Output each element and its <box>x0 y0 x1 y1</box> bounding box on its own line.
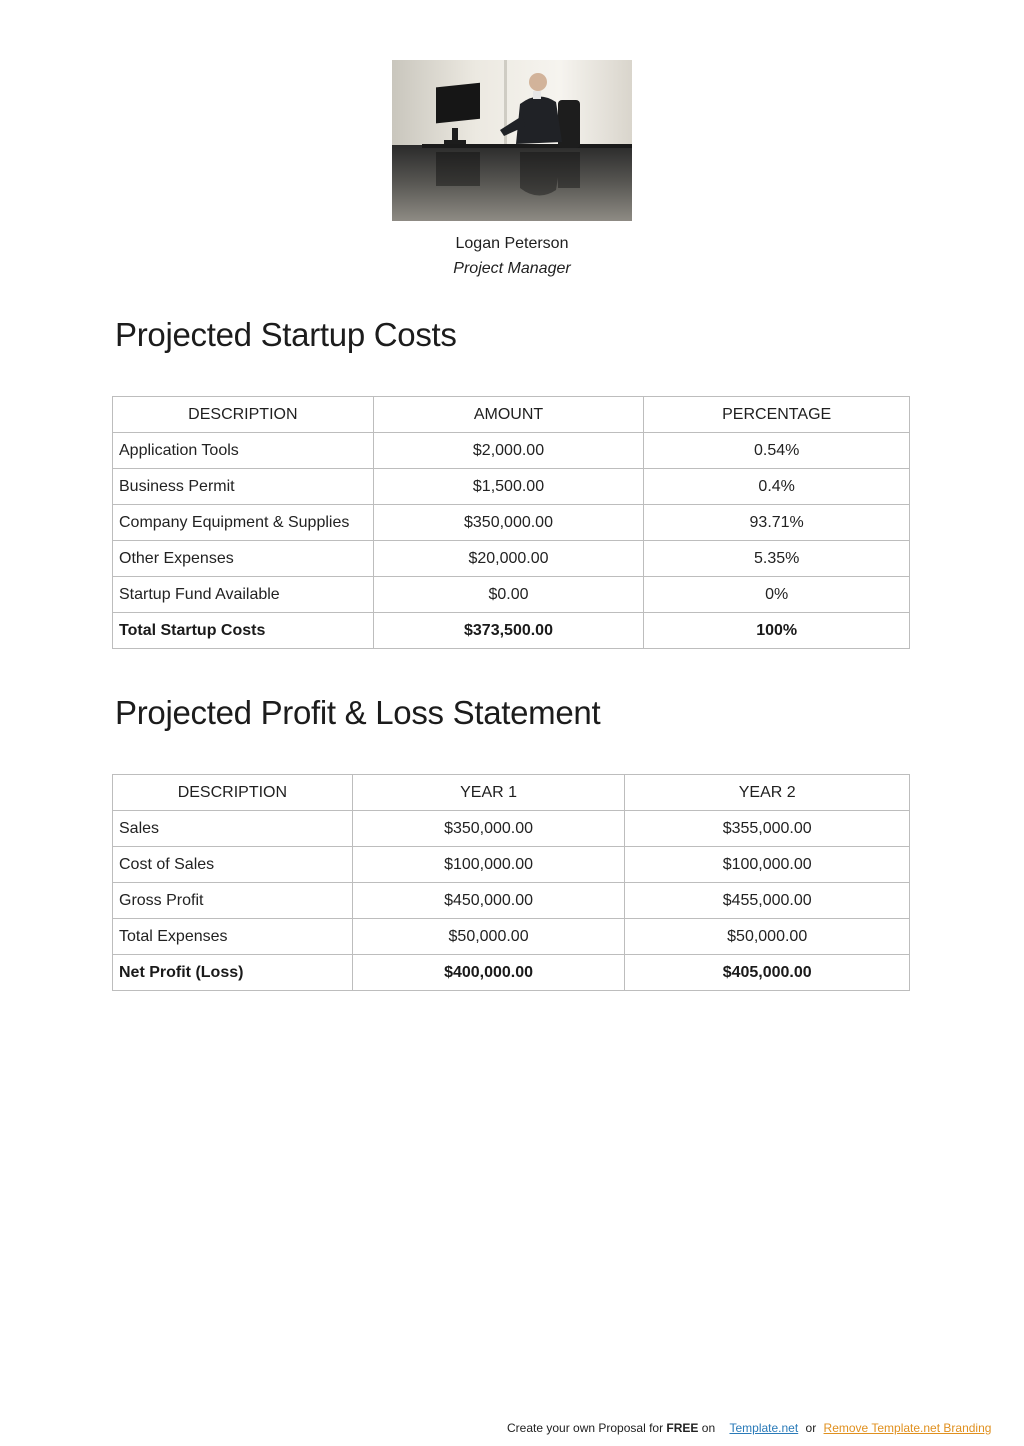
cell-amount: $20,000.00 <box>373 541 644 577</box>
cell-year-1: $400,000.00 <box>352 955 625 991</box>
cell-description: Total Startup Costs <box>113 613 374 649</box>
table-total-row <box>113 613 910 649</box>
table-row <box>113 883 910 919</box>
cell-year-2: $100,000.00 <box>625 847 910 883</box>
table-row <box>113 577 910 613</box>
remove-branding-link[interactable]: Remove Template.net Branding <box>823 1421 992 1435</box>
person-at-desk-photo <box>392 60 632 221</box>
cell-percentage: 100% <box>644 613 910 649</box>
table-row <box>113 919 910 955</box>
person-role: Project Manager <box>453 260 571 277</box>
cell-year-2: $355,000.00 <box>625 811 910 847</box>
footer-prefix-text: Create your own Proposal for <box>507 1421 667 1435</box>
table-header-row <box>113 775 910 811</box>
table-row <box>113 433 910 469</box>
footer-or-text: or <box>805 1421 817 1435</box>
cell-year-1: $100,000.00 <box>352 847 625 883</box>
template-net-link[interactable]: Template.net <box>729 1421 799 1435</box>
profit-loss-table <box>112 774 910 991</box>
cell-percentage: 0.4% <box>644 469 910 505</box>
column-header: PERCENTAGE <box>644 397 910 433</box>
cell-percentage: 0% <box>644 577 910 613</box>
table-row <box>113 811 910 847</box>
cell-year-2: $405,000.00 <box>625 955 910 991</box>
cell-percentage: 0.54% <box>644 433 910 469</box>
cell-description: Other Expenses <box>113 541 374 577</box>
startup-costs-title: Projected Startup Costs <box>115 316 457 353</box>
footer-branding <box>507 1420 991 1436</box>
table-header-row <box>113 397 910 433</box>
startup-costs-table <box>112 396 910 649</box>
cell-description: Sales <box>113 811 353 847</box>
cell-description: Gross Profit <box>113 883 353 919</box>
table-total-row <box>113 955 910 991</box>
cell-description: Total Expenses <box>113 919 353 955</box>
table-row <box>113 847 910 883</box>
cell-amount: $2,000.00 <box>373 433 644 469</box>
cell-year-2: $50,000.00 <box>625 919 910 955</box>
cell-amount: $350,000.00 <box>373 505 644 541</box>
cell-percentage: 5.35% <box>644 541 910 577</box>
cell-year-1: $350,000.00 <box>352 811 625 847</box>
cell-year-2: $455,000.00 <box>625 883 910 919</box>
footer-on-text: on <box>698 1421 716 1435</box>
cell-description: Net Profit (Loss) <box>113 955 353 991</box>
cell-description: Company Equipment & Supplies <box>113 505 374 541</box>
column-header: AMOUNT <box>373 397 644 433</box>
column-header: YEAR 2 <box>625 775 910 811</box>
cell-year-1: $50,000.00 <box>352 919 625 955</box>
cell-percentage: 93.71% <box>644 505 910 541</box>
column-header: YEAR 1 <box>352 775 625 811</box>
cell-amount: $1,500.00 <box>373 469 644 505</box>
person-name: Logan Peterson <box>455 235 569 252</box>
column-header: DESCRIPTION <box>113 397 374 433</box>
cell-description: Cost of Sales <box>113 847 353 883</box>
profile-photo <box>392 60 632 221</box>
profit-loss-title: Projected Profit & Loss Statement <box>115 694 601 731</box>
cell-amount: $373,500.00 <box>373 613 644 649</box>
cell-description: Business Permit <box>113 469 374 505</box>
cell-description: Application Tools <box>113 433 374 469</box>
cell-year-1: $450,000.00 <box>352 883 625 919</box>
footer-free-text: FREE <box>666 1421 699 1435</box>
table-row <box>113 505 910 541</box>
cell-description: Startup Fund Available <box>113 577 374 613</box>
column-header: DESCRIPTION <box>113 775 353 811</box>
table-row <box>113 541 910 577</box>
table-row <box>113 469 910 505</box>
cell-amount: $0.00 <box>373 577 644 613</box>
